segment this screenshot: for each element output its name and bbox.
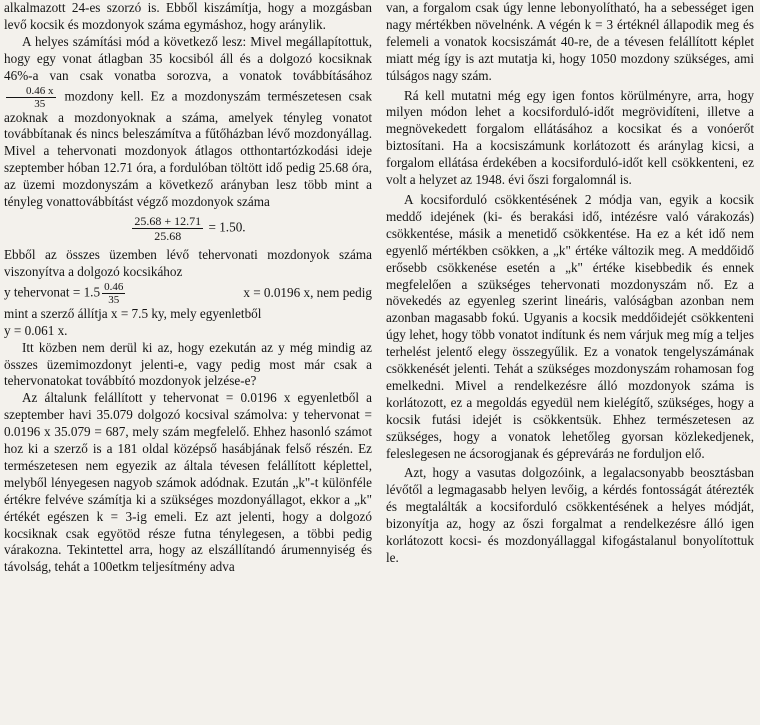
left-column [4, 0, 372, 725]
fraction [132, 214, 203, 243]
formula [4, 214, 372, 243]
equation-line [4, 281, 372, 306]
fraction [102, 281, 125, 306]
paragraph: Az általunk felállított y tehervonat = 0.0196 x egyenletből a szeptember havi 35.079 dolgozó kocsival számolva: y tehervonat = 0.0196 x 35.079 = 687, mely szám megfelelő. Ehhez hasonló számot hoz ki a szerző is a 181 oldal középső hasábjának felső részén. Ez természetesen nem egyezik az általa tévesen felállított képlettel, melyből lényegesen nagyob számok adódnak. Ezután „k"-t különféle értékre felvéve számítja ki a szükséges mozdonyállagot, ekkor a „k" értékét egészen k = 3-ig emeli. Ez azt jelenti, hogy a dolgozó kocsiknak csak egyötöd része futna ténylegesen, a többi pedig várakozna. Tekintettel arra, hogy az elszállítandó árumennyiség és távolság, tehát a 100etkm teljesítmény adva [4, 390, 372, 575]
right-column [386, 0, 754, 725]
equation: y = 0.061 x. [4, 322, 68, 338]
formula-result: = 1.50. [208, 219, 246, 235]
paragraph: Itt közben nem derül ki az, hogy ezekután az y még mindig az összes üzemimozdonyt jelenti-e, vagy pedig most már csak a tehervonatokat továbbító mozdonyok jelzése-e? [4, 339, 372, 389]
equation-rhs: x = 0.0196 x, nem pedig [243, 284, 372, 300]
paragraph: alkalmazott 24-es szorzó is. Ebből kiszámítja, hogy a mozgásban levő kocsik és mozdonyok száma egymáshoz, hogy aránylik. [4, 0, 372, 32]
paragraph: van, a forgalom csak úgy lenne lebonyolítható, ha a sebességet igen nagy mértékben növelnénk. A végén k = 3 értéknél állapodik meg és felemeli a vonatok kocsiszámát 40-re, de a tévesen felállított képlet miatt még így is azt mutatja ki, hogy 1050 mozdony szükséges, ami túlságos nagy szám. [386, 0, 754, 83]
equation-lhs: y tehervonat = 1.5 [4, 284, 101, 300]
fraction-denominator: 25.68 [154, 228, 182, 243]
paragraph-text: mozdony kell. Ez a mozdonyszám természetesen csak azoknak a mozdonyoknak a száma, amelyek tényleg vonatot továbbítanak és nincs beleszámítva a fűtőházban lévő mozdonyállag. Mivel a tehervonati mozdonyok átlagos otthontartózkodási ideje szeptember hóban 12.71 óra, a fordulóban töltött idő pedig 25.68 óra, az üzemi mozdonyszám a következő arányban lesz több mint a tényleg vonattovábbítást végző mozdonyok száma [4, 88, 372, 210]
fraction [6, 85, 56, 110]
paragraph-text: A helyes számítási mód a következő lesz: Mivel megállapítottuk, hogy egy vonat átlagban 35 kocsiból áll és a dolgozó kocsiknak 46%-a van csak vonatba sorozva, a vonatok továbbításához [4, 33, 372, 83]
fraction-denominator: 35 [108, 293, 120, 306]
paragraph: A kocsiforduló csökkentésének 2 módja van, egyik a kocsik meddő idejének (ki- és berakási idő, intézésre való várakozás) csökkentése, másik a menetidő csökkentése. Ha ez a két idő nem egyenlő mértékben csökken, a „k" értéke változik meg. A meddőidő erősebb csökkenése esetén a „k" értéke kisebbedik és ennek megfelelően a szükséges tehervonati mozdonyszám nő. Ez a növekedés az egyenleg szerint lineáris, valóságban azonban nem azonban magasabb fokú. Ugyanis a kocsik meddőidejét csökkenteni úgy lehet, hogy több vonatot indítunk és nem várjuk meg míg a teljes terhelést jelentő elegy összegyűlik. Ez a vonatok tengelyszámának csökkenését jelenti. Tehát a szükséges mozdonyszám rohamosan fog emelkedni. Mivel a rendelkezésre álló mozdonyok száma is korlátozott, ez a megoldás egyedül nem kielégítő, szükséges, hogy a kocsik futási idejét is csökkentsük. Ehhez természetesen az szükséges, hogy a vonatok lehetőleg gyorsan közlekedjenek, feleslegesen ne ácsorogjanak és gépreváráз ne forduljon elő. [386, 191, 754, 461]
fraction-numerator: 0.46 x [6, 85, 56, 98]
paragraph [4, 34, 372, 211]
fraction-numerator: 0.46 [104, 280, 124, 293]
paragraph: mint a szerző állítja x = 7.5 ky, mely egyenletből [4, 305, 262, 321]
fraction-numerator: 25.68 + 12.71 [134, 213, 202, 228]
paragraph: Azt, hogy a vasutas dolgozóink, a legalacsonyabb beosztásban lévőtől a legmagasabb helyen levőig, a kérdés fontosságát átérezték és megtalálták a kocsiforduló csökkentésének a helyes módját, bizonyítja az, hogy az őszi forgalmat a rendelkezésre álló igen korlátozott kocsi- és mozdonyállaggal kifogástalanul bonyolítottuk le. [386, 465, 754, 565]
paragraph: Ebből az összes üzemben lévő tehervonati mozdonyok száma viszonyítva a dolgozó kocsikához [4, 246, 372, 279]
fraction-denominator: 35 [34, 97, 46, 110]
paragraph: Rá kell mutatni még egy igen fontos körülményre, arra, hogy milyen módon lehet a kocsiforduló-időt megrövidíteni, illetve a megnövekedett forgalom ellátásához a kocsikat és a vonóerőt biztosítani. Ha a kocsiszámunk korlátozott és aránylag kicsi, a forgalom ellátása érdekében a kocsiforduló-időt kell csökkenteni, ez volt a helyzet az 1948. évi őszi forgalomnál is. [386, 87, 754, 188]
